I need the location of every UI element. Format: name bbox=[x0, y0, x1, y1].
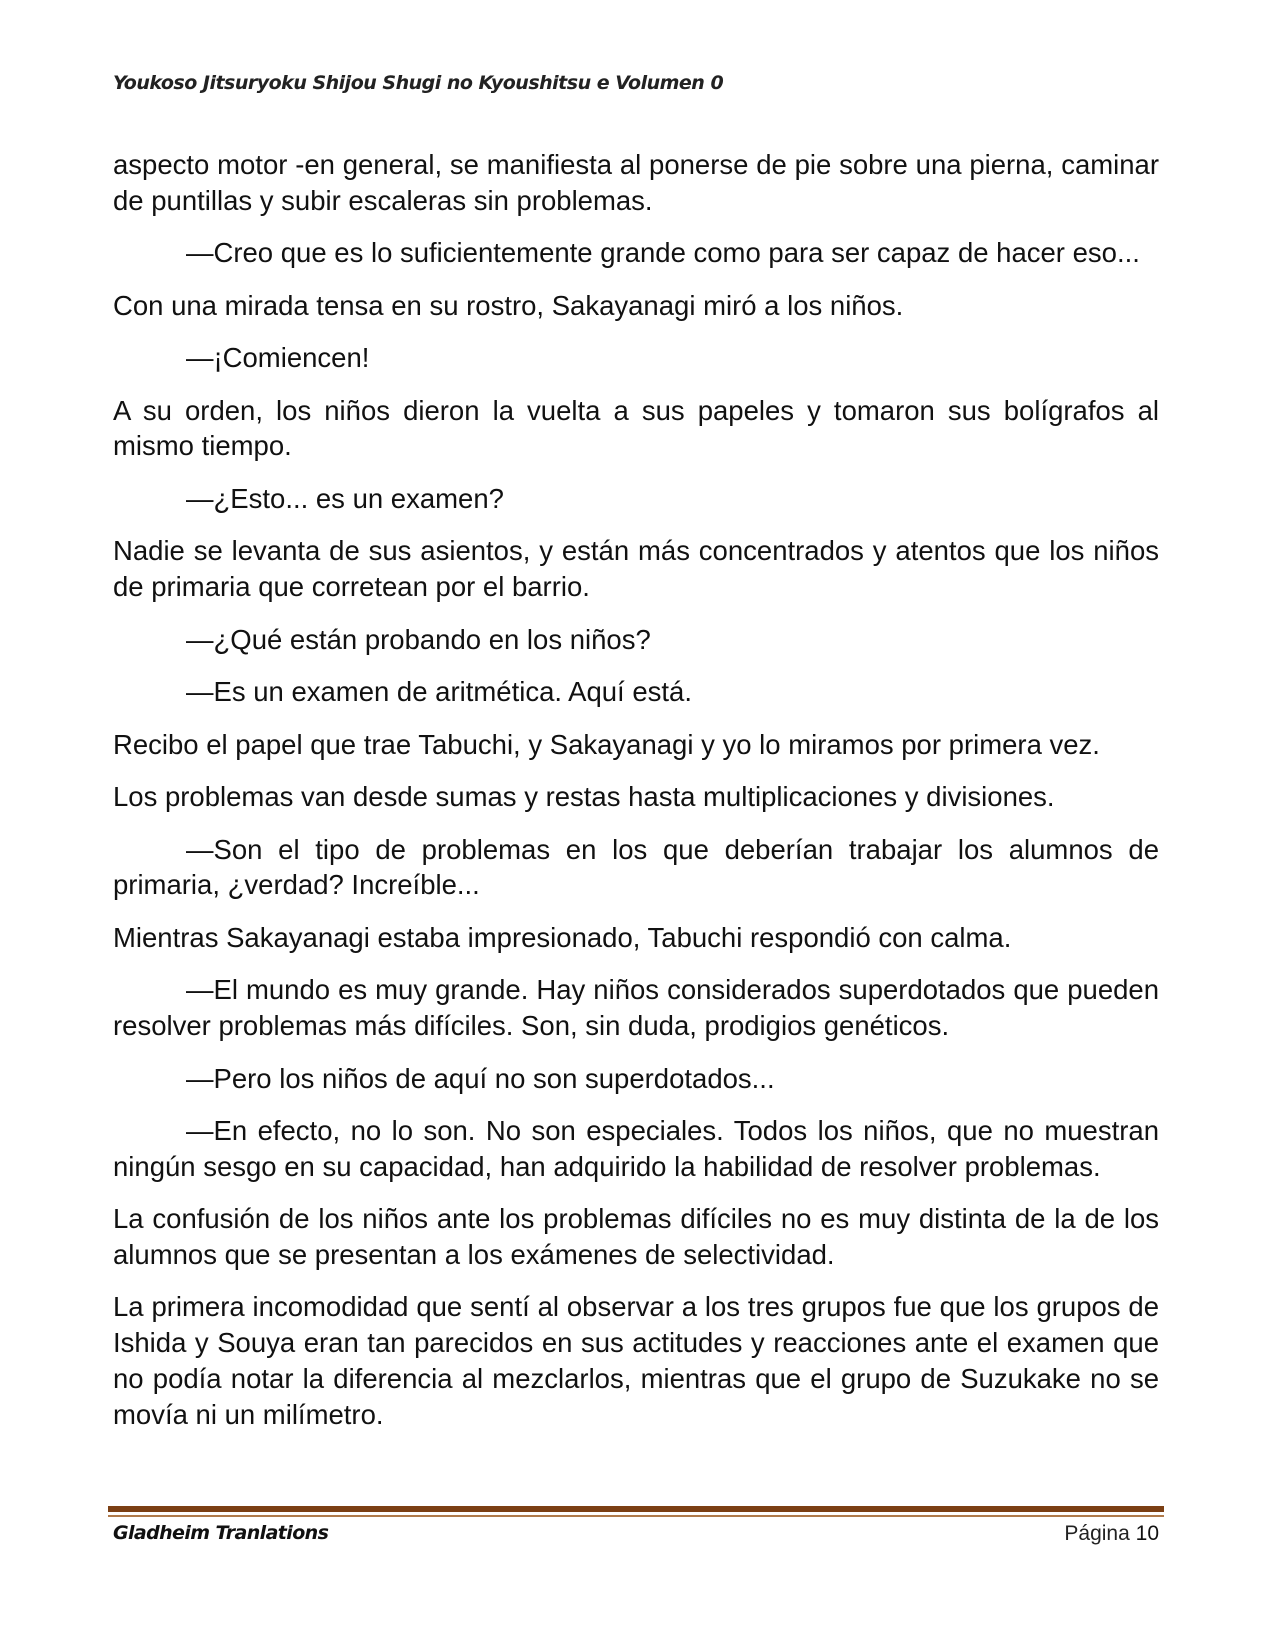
page-label: Página bbox=[1064, 1522, 1130, 1545]
dialogue-paragraph: —Es un examen de aritmética. Aquí está. bbox=[186, 676, 692, 708]
narration-paragraph: aspecto motor -en general, se manifiesta al ponerse de pie sobre una pierna, caminar de puntillas y subir escaleras sin problemas. bbox=[113, 149, 1159, 216]
dialogue-paragraph: —¡Comiencen! bbox=[186, 342, 370, 374]
dialogue-paragraph: —Son el tipo de problemas en los que deberían trabajar los alumnos de primaria, ¿verdad? Increíble... bbox=[113, 833, 1159, 901]
narration-paragraph: Recibo el papel que trae Tabuchi, y Sakayanagi y yo lo miramos por primera vez. bbox=[113, 728, 1100, 760]
dialogue-paragraph: —El mundo es muy grande. Hay niños considerados superdotados que pueden resolver problemas más difíciles. Son, sin duda, prodigios genéticos. bbox=[113, 974, 1159, 1042]
page-number bbox=[1064, 1522, 1159, 1546]
narration-paragraph: Nadie se levanta de sus asientos, y están más concentrados y atentos que los niños de primaria que corretean por el barrio. bbox=[113, 535, 1159, 603]
dialogue-paragraph: —¿Qué están probando en los niños? bbox=[186, 623, 651, 655]
narration-paragraph: Con una mirada tensa en su rostro, Sakayanagi miró a los niños. bbox=[113, 289, 904, 321]
dialogue-paragraph: —¿Esto... es un examen? bbox=[186, 482, 504, 514]
narration-paragraph: La primera incomodidad que sentí al observar a los tres grupos fue que los grupos de Ishida y Souya eran tan parecidos en sus actitudes y reacciones ante el examen que no podía notar la diferencia al mezclarlos, mientras que el grupo de Suzukake no se movía ni un milímetro. bbox=[113, 1291, 1159, 1430]
narration-paragraph: Los problemas van desde sumas y restas hasta multiplicaciones y divisiones. bbox=[113, 781, 1055, 813]
page-number-value: 10 bbox=[1135, 1522, 1159, 1545]
narration-paragraph: Mientras Sakayanagi estaba impresionado, Tabuchi respondió con calma. bbox=[113, 921, 1012, 953]
running-header: Youkoso Jitsuryoku Shijou Shugi no Kyoushitsu e Volumen 0 bbox=[113, 72, 724, 94]
narration-paragraph: A su orden, los niños dieron la vuelta a sus papeles y tomaron sus bolígrafos al mismo tiempo. bbox=[113, 394, 1159, 462]
footer-rule-thin bbox=[108, 1515, 1164, 1517]
footer-rule bbox=[108, 1506, 1164, 1512]
footer-credit: Gladheim Tranlations bbox=[113, 1522, 329, 1544]
narration-paragraph: La confusión de los niños ante los problemas difíciles no es muy distinta de la de los alumnos que se presentan a los exámenes de selectividad. bbox=[113, 1203, 1159, 1270]
dialogue-paragraph: —Pero los niños de aquí no son superdotados... bbox=[186, 1062, 775, 1094]
dialogue-paragraph: —En efecto, no lo son. No son especiales. Todos los niños, que no muestran ningún sesgo en su capacidad, han adquirido la habilidad de resolver problemas. bbox=[113, 1115, 1159, 1182]
dialogue-paragraph: —Creo que es lo suficientemente grande como para ser capaz de hacer eso... bbox=[186, 237, 1140, 269]
document-body bbox=[113, 147, 1159, 1449]
